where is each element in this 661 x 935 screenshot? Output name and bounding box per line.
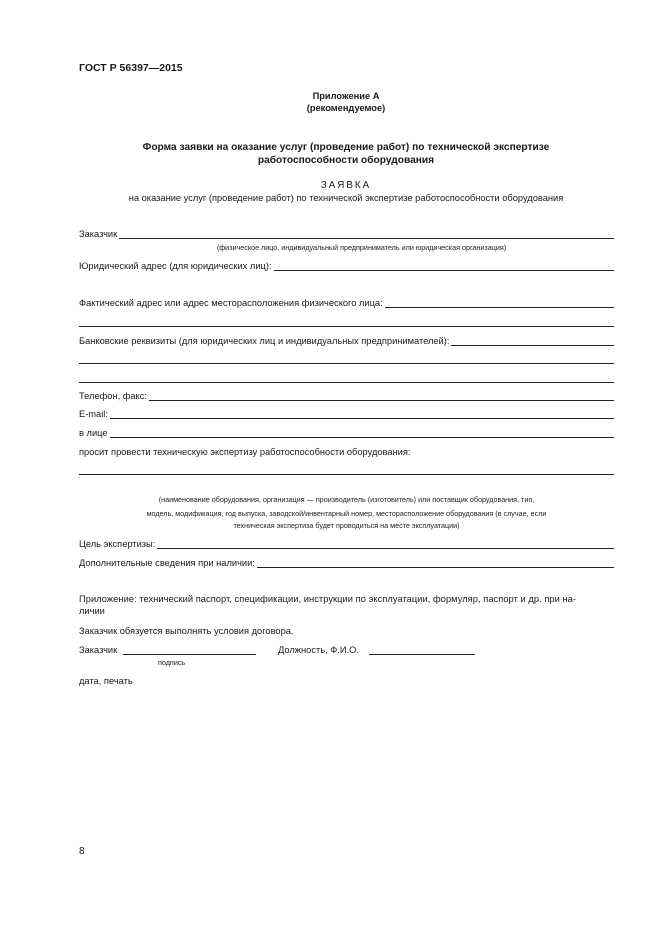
obligation-text: Заказчик обязуется выполнять условия договора. <box>79 626 294 636</box>
bank-line-3[interactable] <box>79 382 614 383</box>
request-text: просит провести техническую экспертизу работоспособности оборудования: <box>79 447 411 457</box>
attachment-line-2: личии <box>79 606 105 616</box>
email-label: E-mail: <box>79 409 108 419</box>
email-field[interactable] <box>110 409 614 419</box>
additional-label: Дополнительные сведения при наличии: <box>79 558 255 568</box>
signature-hint: подпись <box>158 658 186 667</box>
phone-field[interactable] <box>149 391 614 401</box>
person-label: в лице <box>79 428 108 438</box>
bank-label: Банковские реквизиты (для юридических лиц и индивидуальных предпринимателей): <box>79 336 450 346</box>
legal-address-field[interactable] <box>274 261 614 271</box>
purpose-row <box>79 539 614 549</box>
actual-address-line-2[interactable] <box>79 326 614 327</box>
customer-label: Заказчик <box>79 229 118 239</box>
form-title-line1: Форма заявки на оказание услуг (проведение работ) по технической экспертизе <box>142 142 550 153</box>
signature-customer-label: Заказчик <box>79 645 118 655</box>
appendix-subtitle: (рекомендуемое) <box>306 103 386 113</box>
person-field[interactable] <box>110 428 614 438</box>
bank-line-2[interactable] <box>79 363 614 364</box>
position-label: Должность, Ф.И.О. <box>278 645 359 655</box>
legal-address-label: Юридический адрес (для юридических лиц): <box>79 261 272 271</box>
customer-row <box>79 229 614 239</box>
phone-label: Телефон, факс: <box>79 391 147 401</box>
additional-row <box>79 558 614 568</box>
legal-address-row <box>79 261 614 271</box>
purpose-label: Цель экспертизы: <box>79 539 156 549</box>
actual-address-label: Фактический адрес или адрес месторасположения физического лица: <box>79 298 383 308</box>
appendix-title: Приложение А <box>312 91 380 101</box>
date-stamp-label: дата, печать <box>79 676 133 686</box>
form-title-line2: работоспособности оборудования <box>257 155 435 166</box>
actual-address-row <box>79 298 614 308</box>
actual-address-field[interactable] <box>385 298 614 308</box>
zayavka-subtitle: на оказание услуг (проведение работ) по технической экспертизе работоспособности оборудования <box>128 193 564 203</box>
phone-row <box>79 391 614 401</box>
attachment-line-1: Приложение: технический паспорт, спецификации, инструкции по эксплуатации, формуляр, паспорт и др. при на- <box>79 594 577 604</box>
person-row <box>79 428 614 438</box>
equipment-hint-1: (наименование оборудования, организация — производитель (изготовитель) или поставщик оборудования, тип, <box>158 495 535 504</box>
signature-field[interactable] <box>123 654 256 655</box>
page-number: 8 <box>79 846 85 857</box>
purpose-field[interactable] <box>157 539 614 549</box>
equipment-hint-2: модель, модификация, год выпуска, заводской/инвентарный номер, месторасположение оборудования (в случае, если <box>146 509 547 518</box>
standard-header: ГОСТ Р 56397—2015 <box>79 62 183 74</box>
bank-row <box>79 336 614 346</box>
customer-hint: (физическое лицо, индивидуальный предприниматель или юридическая организация) <box>216 243 507 252</box>
email-row <box>79 409 614 419</box>
equipment-line-1[interactable] <box>79 474 614 475</box>
zayavka-title: ЗАЯВКА <box>320 180 372 191</box>
bank-field[interactable] <box>451 336 614 346</box>
additional-field[interactable] <box>257 558 614 568</box>
position-field[interactable] <box>369 654 475 655</box>
customer-field[interactable] <box>119 229 614 239</box>
equipment-hint-3: техническая экспертиза будет проводиться на месте эксплуатации) <box>233 521 460 530</box>
